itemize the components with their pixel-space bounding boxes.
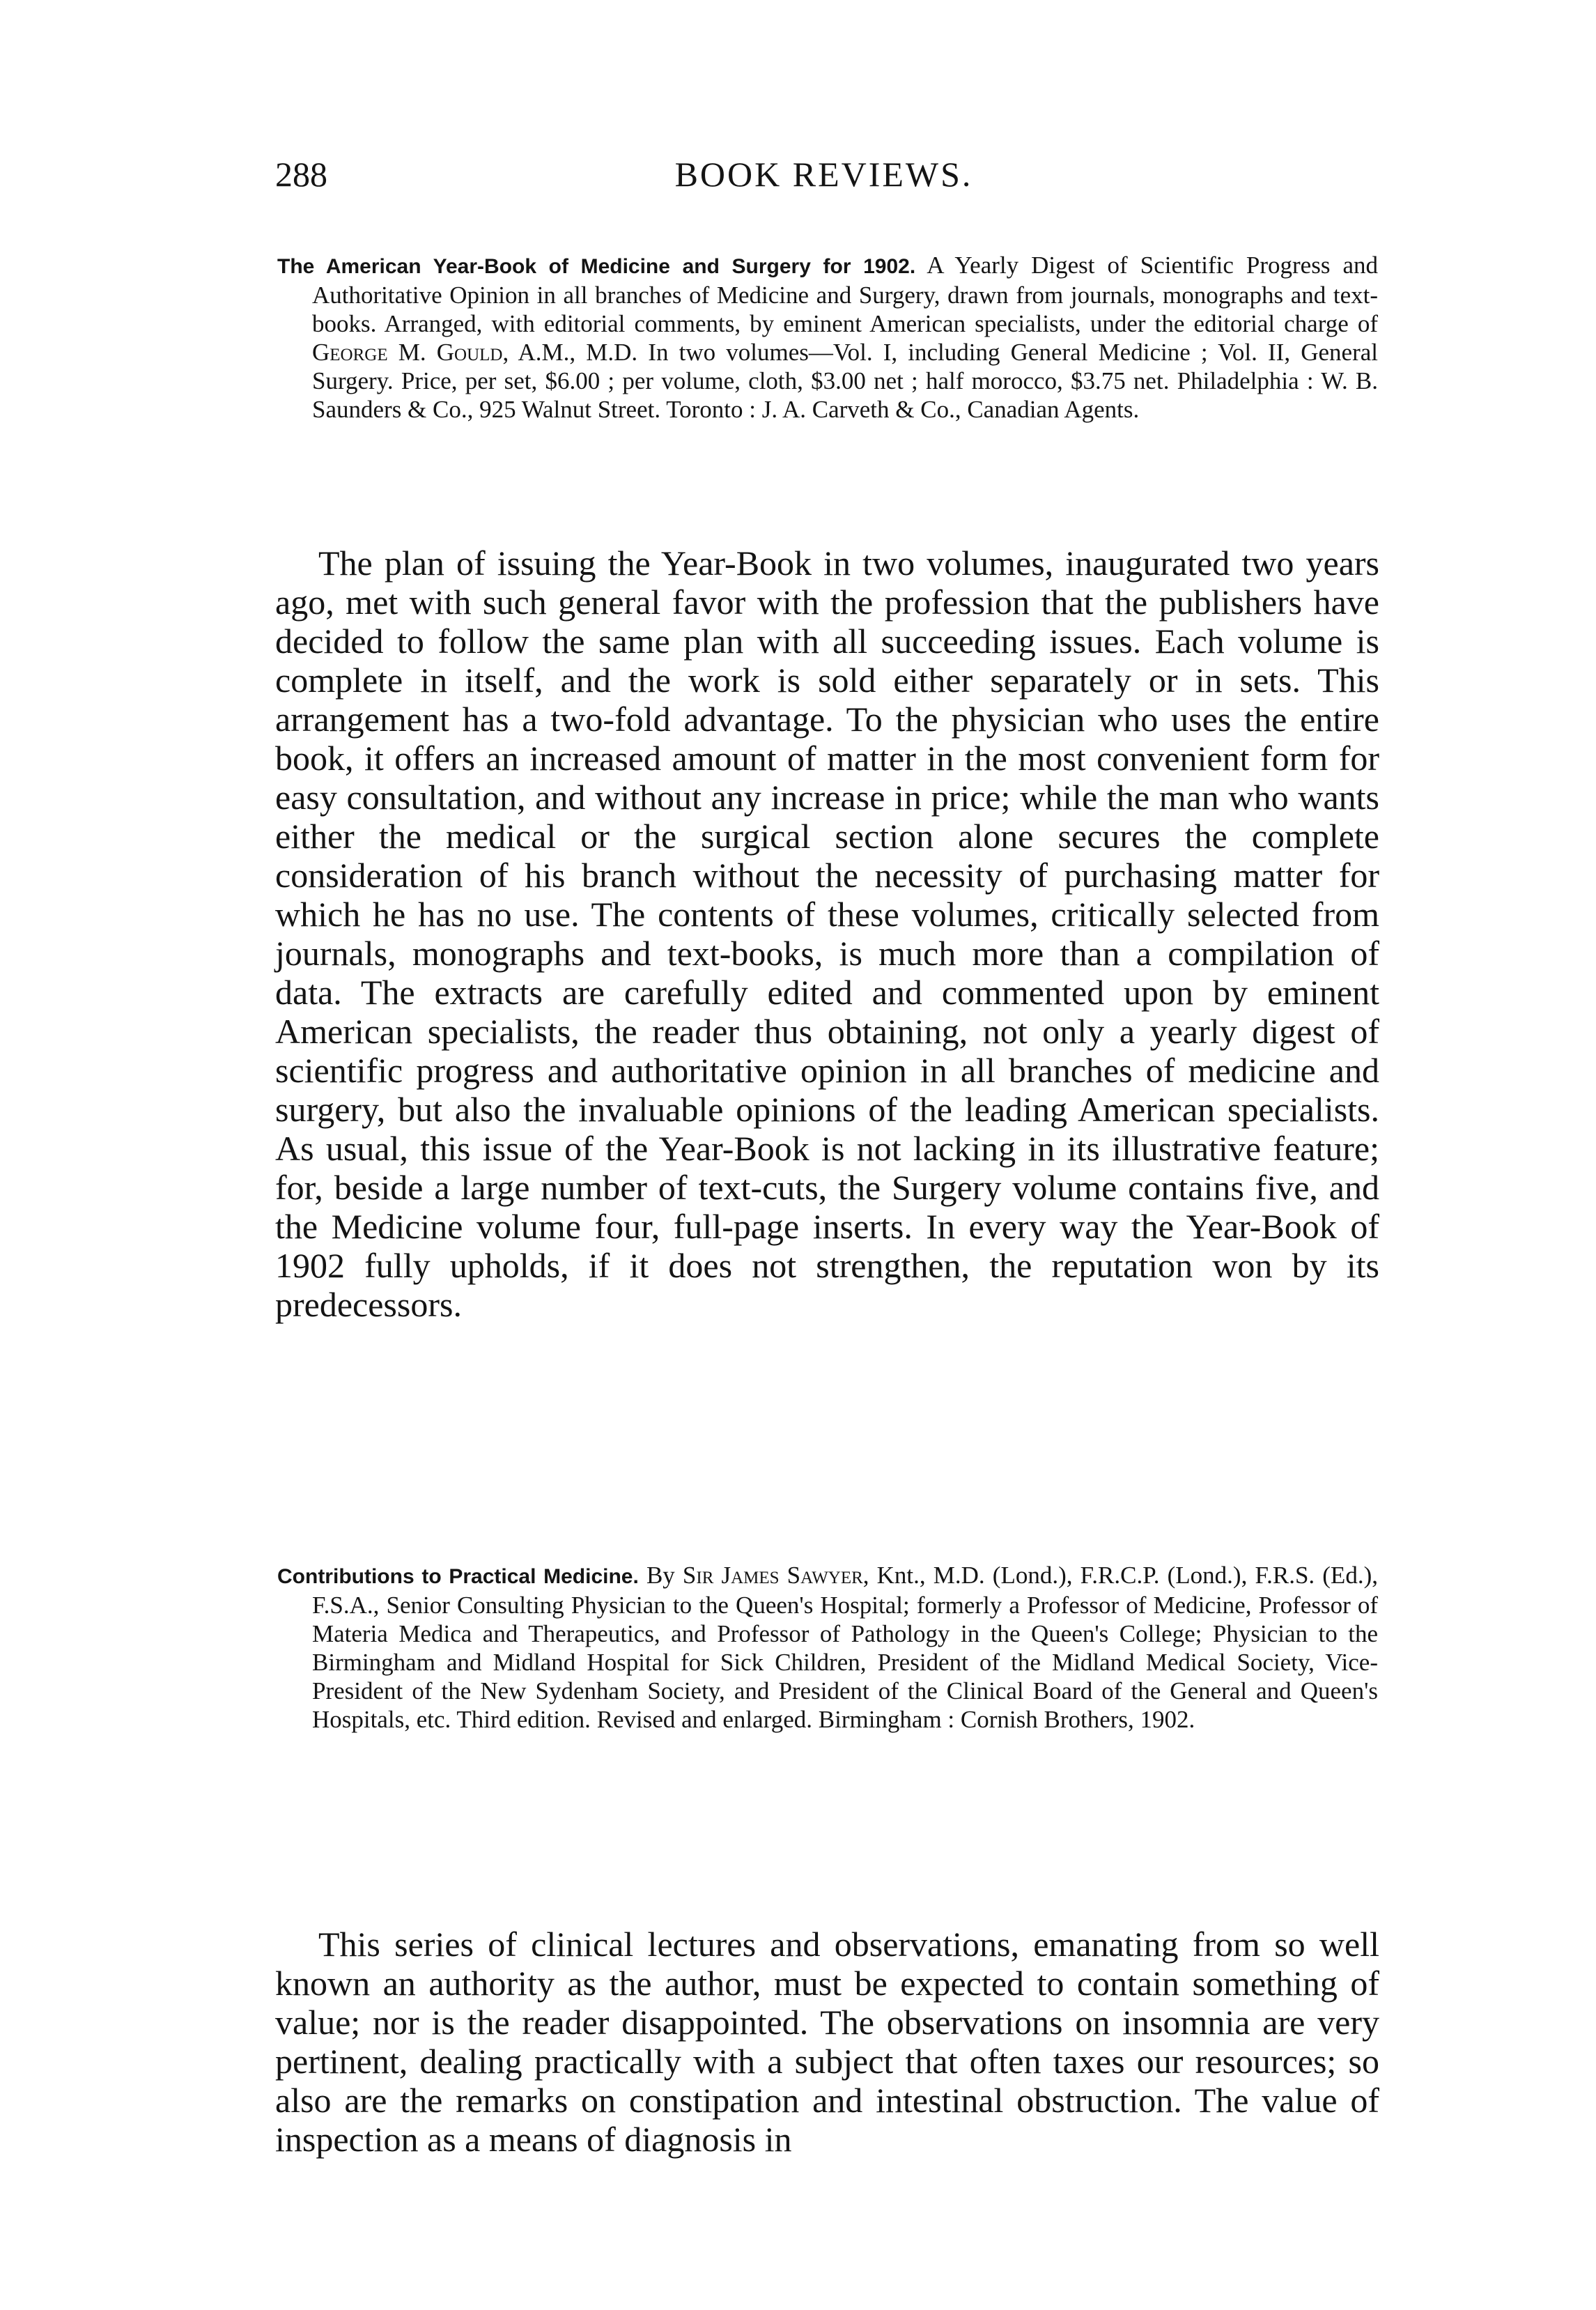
book-title: Contributions to Practical Medicine. xyxy=(277,1565,639,1588)
running-head xyxy=(275,150,1372,199)
review-citation xyxy=(277,251,1378,424)
editor-name: George M. Gould xyxy=(312,339,503,366)
citation-details: By xyxy=(638,1562,683,1589)
running-title: BOOK REVIEWS. xyxy=(674,155,973,194)
citation-details: , A.M., M.D. In two volumes—Vol. I, including General Medicine ; Vol. II, General Surgery. Price, per set, $6.00 ; per volume, cloth, $3.00 net ; half morocco, $3.75 net. Philadelphia : W. B. Saunders & Co., 925 Walnut Street. Toronto : J. A. Carveth & Co., Canadian Agents. xyxy=(312,339,1378,423)
review-body: This series of clinical lectures and observations, emanating from so well known an authority as the author, must be expected to contain something of value; nor is the reader disappointed. The observations on insomnia are very pertinent, dealing practically with a subject that often taxes our resources; so also are the remarks on constipation and intestinal obstruction. The value of inspection as a means of diagnosis in xyxy=(275,1925,1379,2159)
author-name: Sir James Sawyer xyxy=(682,1562,863,1589)
book-title: The American Year-Book of Medicine and Surgery for 1902. xyxy=(277,255,916,278)
review-citation xyxy=(277,1561,1378,1734)
page-number: 288 xyxy=(275,155,327,194)
review-body: The plan of issuing the Year-Book in two volumes, inaugurated two years ago, met with such general favor with the profession that the publishers have decided to follow the same plan with all succeeding issues. Each volume is complete in itself, and the work is sold either separately or in sets. This arrangement has a two-fold advantage. To the physician who uses the entire book, it offers an increased amount of matter in the most convenient form for easy consultation, and without any increase in price; while the man who wants either the medical or the surgical section alone secures the complete consideration of his branch without the necessity of purchasing matter for which he has no use. The contents of these volumes, critically selected from journals, monographs and text-books, is much more than a compilation of data. The extracts are carefully edited and commented upon by eminent American specialists, the reader thus obtaining, not only a yearly digest of scientific progress and authoritative opinion in all branches of medicine and surgery, but also the invaluable opinions of the leading American specialists. As usual, this issue of the Year-Book is not lacking in its illustrative feature; for, beside a large number of text-cuts, the Surgery volume contains five, and the Medicine volume four, full-page inserts. In every way the Year-Book of 1902 fully upholds, if it does not strengthen, the reputation won by its predecessors. xyxy=(275,544,1379,1324)
citation-details: A Yearly Digest of Scientific Progress and Authoritative Opinion in all branches of Medicine and Surgery, drawn from journals, monographs and text-books. Arranged, with editorial comments, by eminent American specialists, under the editorial charge of xyxy=(312,252,1379,337)
citation-details: , Knt., M.D. (Lond.), F.R.C.P. (Lond.), F.R.S. (Ed.), F.S.A., Senior Consulting Physician to the Queen's Hospital; formerly a Professor of Medicine, Professor of Materia Medica and Therapeutics, and Professor of Pathology in the Queen's College; Physician to the Birmingham and Midland Hospital for Sick Children, President of the Midland Medical Society, Vice-President of the New Sydenham Society, and President of the Clinical Board of the General and Queen's Hospitals, etc. Third edition. Revised and enlarged. Birmingham : Cornish Brothers, 1902. xyxy=(312,1562,1378,1733)
